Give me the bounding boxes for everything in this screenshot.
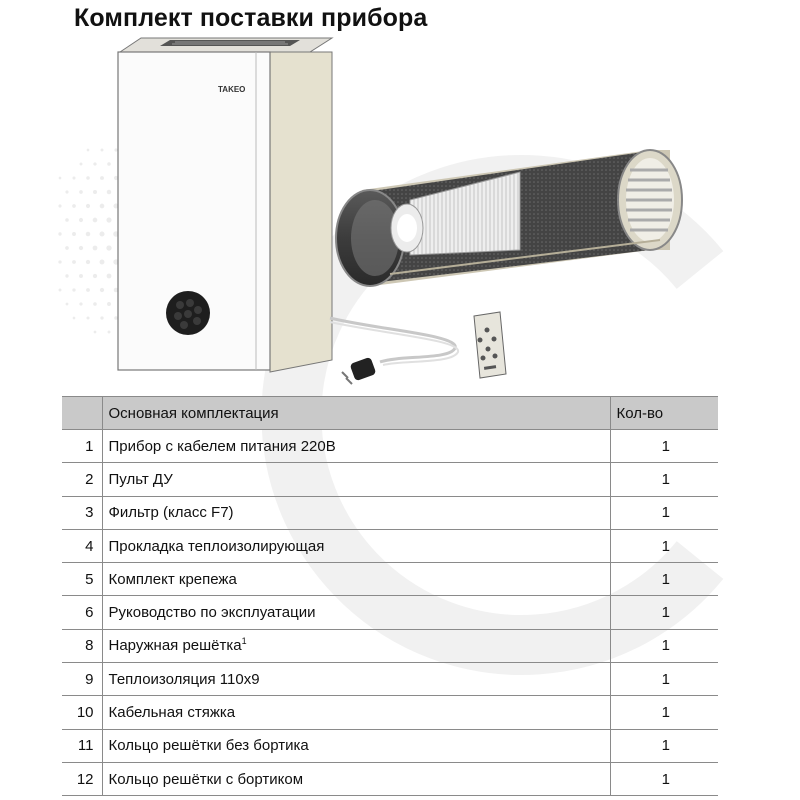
row-qty: 1	[610, 729, 718, 762]
row-num: 11	[62, 729, 102, 762]
duct-tube	[336, 150, 682, 286]
row-num: 6	[62, 596, 102, 629]
table-row	[62, 629, 718, 662]
table-row	[62, 430, 718, 463]
row-name: Пульт ДУ	[102, 463, 610, 496]
row-num: 4	[62, 529, 102, 562]
header-num	[62, 397, 102, 430]
device-logo: TAKEO	[218, 85, 246, 94]
table-row	[62, 729, 718, 762]
row-num: 5	[62, 563, 102, 596]
row-num: 10	[62, 696, 102, 729]
row-name: Кольцо решётки без бортика	[102, 729, 610, 762]
footnote-marker: 1	[241, 636, 247, 647]
row-num: 1	[62, 430, 102, 463]
row-qty: 1	[610, 696, 718, 729]
kit-table	[62, 396, 718, 796]
row-qty: 1	[610, 663, 718, 696]
table-row	[62, 463, 718, 496]
row-name: Комплект крепежа	[102, 563, 610, 596]
row-num: 9	[62, 663, 102, 696]
row-num: 12	[62, 762, 102, 795]
table-row	[62, 496, 718, 529]
ventilation-unit	[118, 38, 332, 372]
row-qty: 1	[610, 529, 718, 562]
row-name: Кольцо решётки с бортиком	[102, 762, 610, 795]
table-row	[62, 529, 718, 562]
header-qty: Кол-во	[610, 397, 718, 430]
header-name: Основная комплектация	[102, 397, 610, 430]
table-row	[62, 563, 718, 596]
row-name: Руководство по эксплуатации	[102, 596, 610, 629]
row-qty: 1	[610, 762, 718, 795]
table-row	[62, 762, 718, 795]
row-name: Прибор с кабелем питания 220В	[102, 430, 610, 463]
row-qty: 1	[610, 563, 718, 596]
row-qty: 1	[610, 596, 718, 629]
row-name: Прокладка теплоизолирующая	[102, 529, 610, 562]
table-row	[62, 596, 718, 629]
remote-control	[474, 312, 506, 378]
row-name: Фильтр (класс F7)	[102, 496, 610, 529]
table-row	[62, 663, 718, 696]
power-cable	[330, 318, 458, 384]
row-qty: 1	[610, 496, 718, 529]
row-name: Кабельная стяжка	[102, 696, 610, 729]
row-num: 2	[62, 463, 102, 496]
row-name: Теплоизоляция 110x9	[102, 663, 610, 696]
row-qty: 1	[610, 430, 718, 463]
row-name-text: Наружная решётка	[108, 637, 242, 655]
row-num: 8	[62, 629, 102, 662]
row-qty: 1	[610, 629, 718, 662]
table-header-row	[62, 397, 718, 430]
row-num: 3	[62, 496, 102, 529]
table-row	[62, 696, 718, 729]
page-title: Комплект поставки прибора	[74, 4, 428, 32]
row-qty: 1	[610, 463, 718, 496]
row-name	[102, 629, 610, 662]
